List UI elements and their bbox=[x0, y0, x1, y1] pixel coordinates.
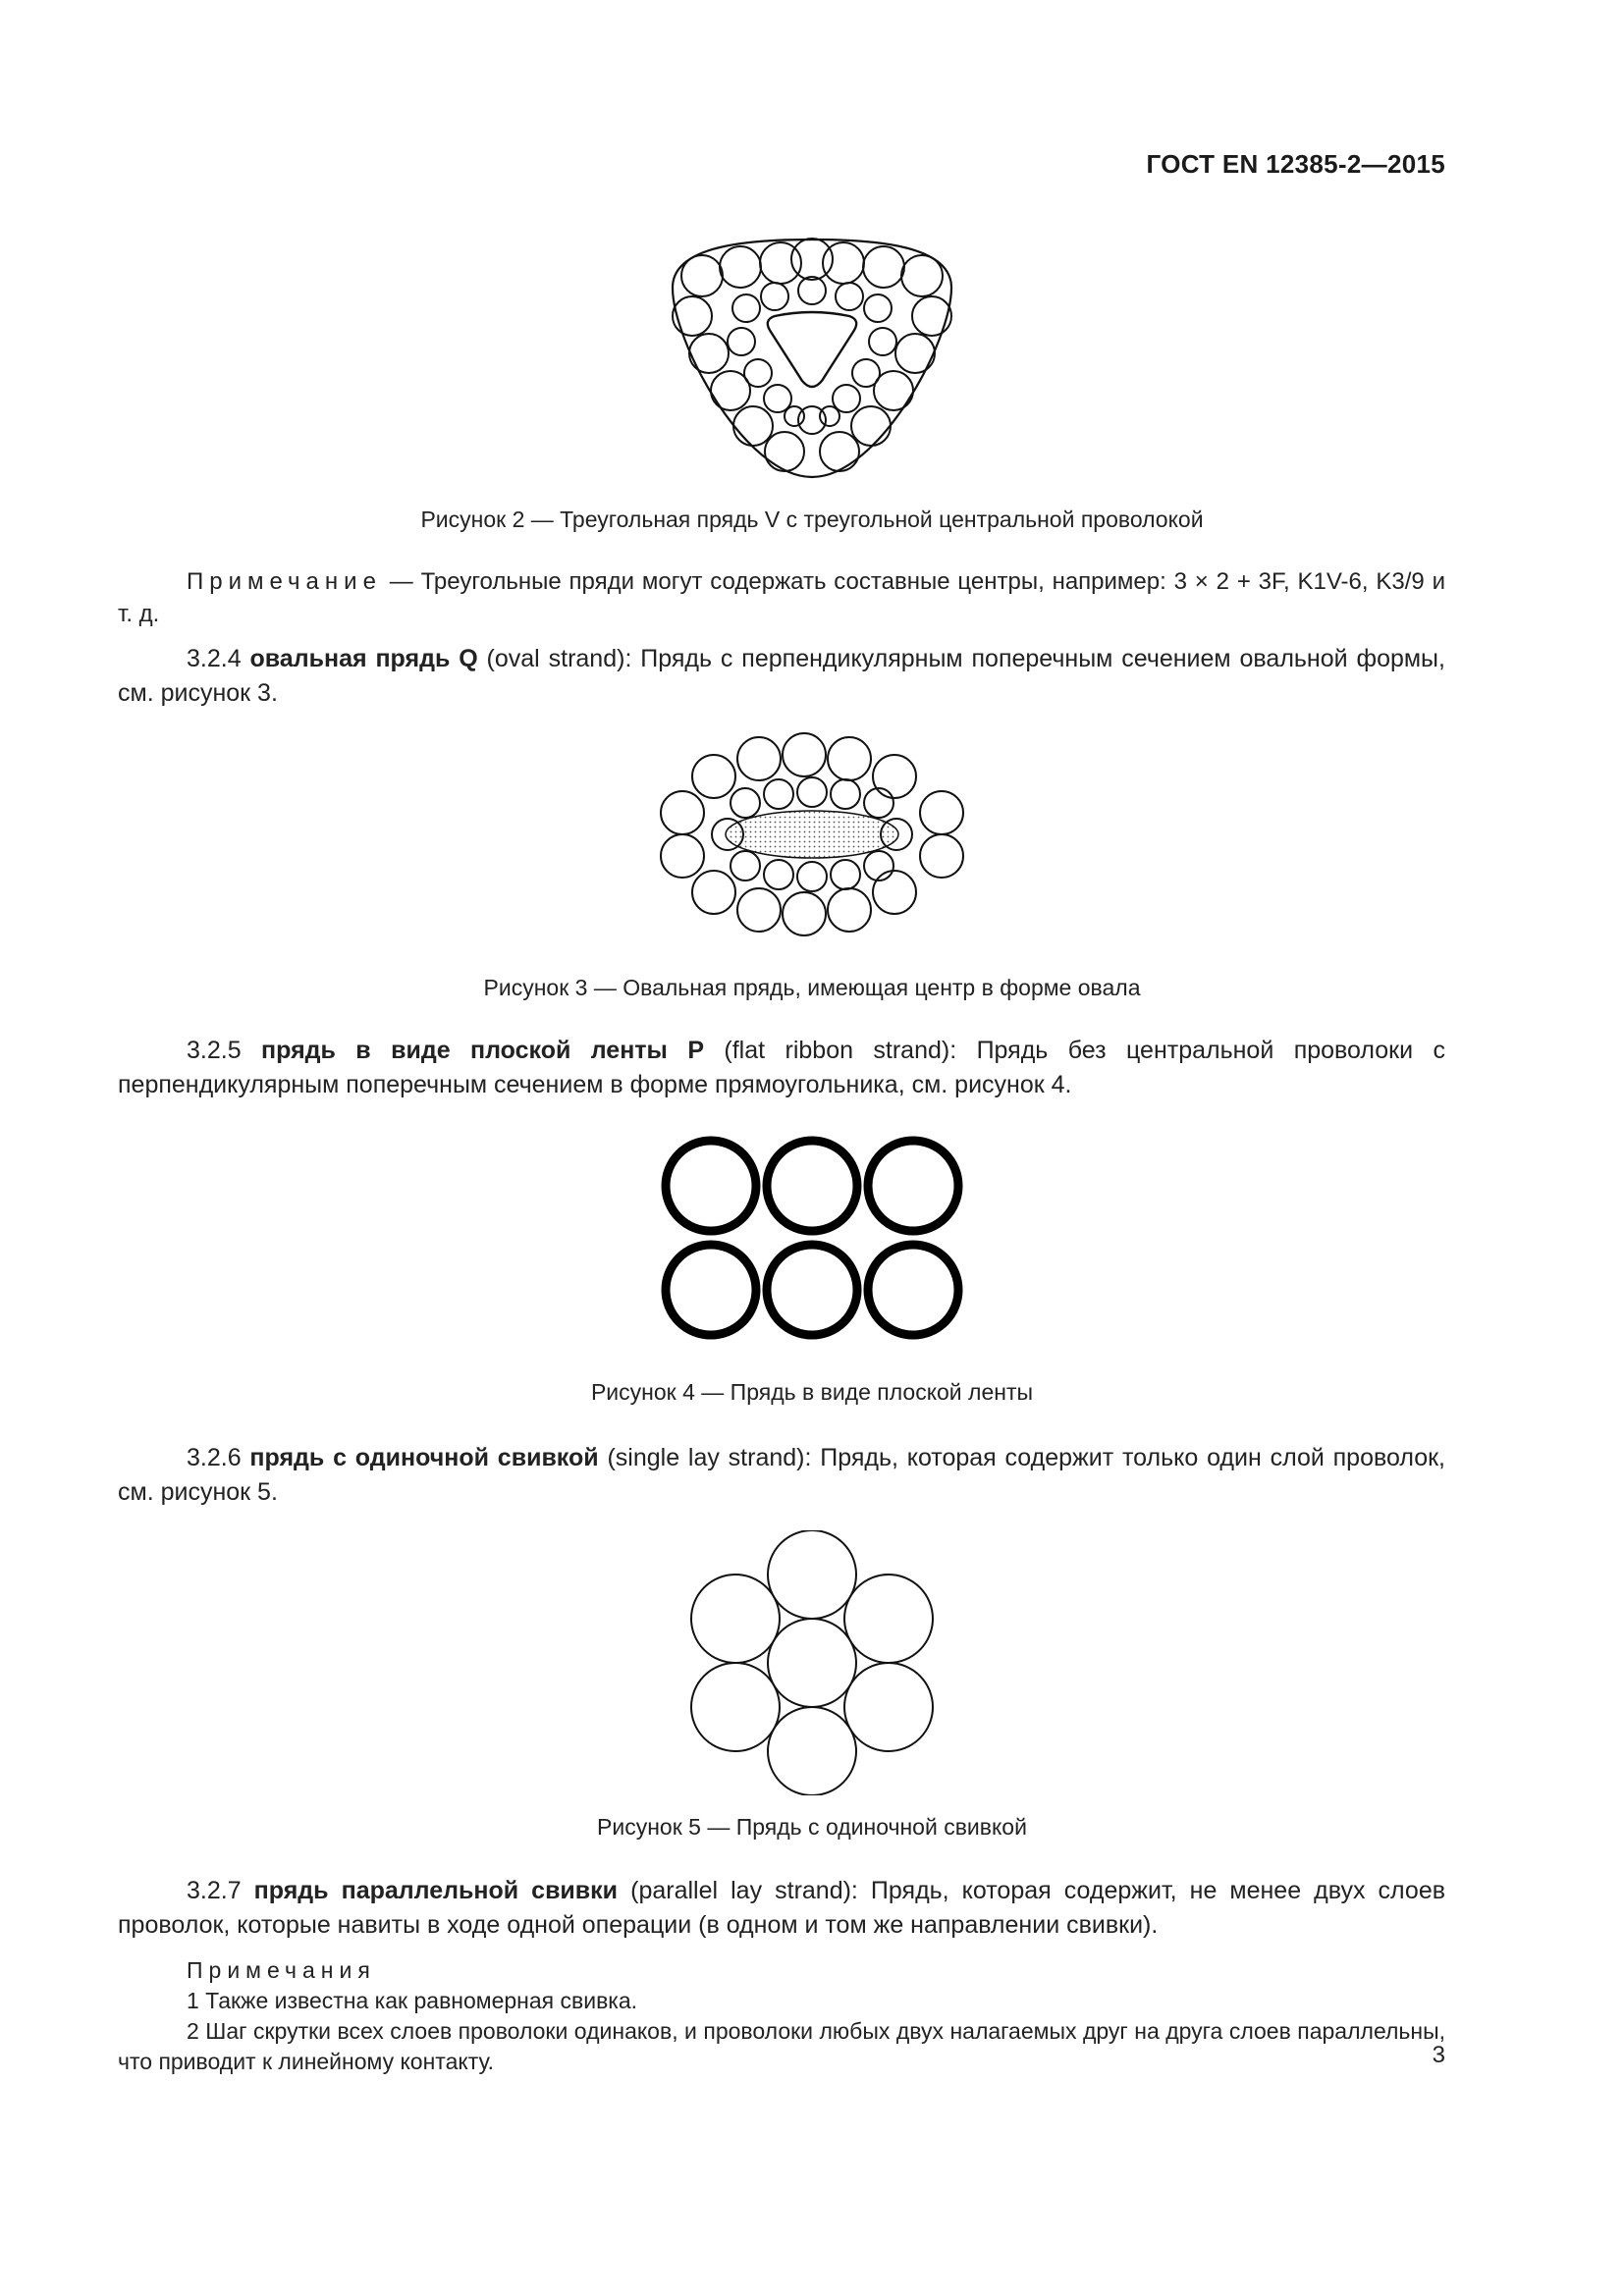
note-label: Примечание bbox=[187, 568, 382, 595]
term: прядь параллельной свивки bbox=[253, 1877, 619, 1904]
note-item: 1 Также известна как равномерная свивка. bbox=[187, 1988, 638, 2013]
flat-ribbon-strand-diagram bbox=[660, 1135, 964, 1341]
section-number: 3.2.7 bbox=[187, 1877, 254, 1904]
definition: (single lay strand): Прядь, которая содержит только один слой проволок, см. рисунок 5. bbox=[118, 1444, 1445, 1506]
definition: (oval strand): Прядь с перпендикулярным поперечным сечением овальной формы, см. рисунок 3. bbox=[118, 645, 1445, 707]
term: прядь с одиночной свивкой bbox=[249, 1444, 599, 1471]
figure-5-single-lay-strand bbox=[0, 1530, 1624, 1795]
notes-label: Примечания bbox=[187, 1957, 376, 1983]
note-text: — Треугольные пряди могут содержать составные центры, например: 3 × 2 + 3F, K1V-6, K3/9 и т. д. bbox=[118, 568, 1445, 627]
section-3-2-5 bbox=[118, 1034, 1445, 1102]
note-item: 2 Шаг скрутки всех слоев проволоки одинаков, и проволоки любых двух налагаемых друг на друга слоев параллельны, что приводит к линейному контакту. bbox=[118, 2018, 1445, 2074]
figure-4-flat-ribbon-strand bbox=[0, 1135, 1624, 1341]
term: прядь в виде плоской ленты P bbox=[261, 1037, 704, 1064]
definition: (flat ribbon strand): Прядь без центральной проволоки с перпендикулярным поперечным сечением в форме прямоугольника, см. рисунок 4. bbox=[118, 1037, 1445, 1098]
figure-5-caption: Рисунок 5 — Прядь с одиночной свивкой bbox=[597, 1814, 1027, 1840]
figure-3-caption: Рисунок 3 — Овальная прядь, имеющая центр в форме овала bbox=[483, 975, 1141, 1000]
definition: (parallel lay strand): Прядь, которая содержит, не менее двух слоев проволок, которые навиты в ходе одной операции (в одном и том же направлении свивки). bbox=[118, 1877, 1446, 1939]
section-number: 3.2.4 bbox=[187, 645, 250, 672]
figure-2-caption: Рисунок 2 — Треугольная прядь V с треугольной центральной проволокой bbox=[420, 507, 1204, 532]
section-3-2-7 bbox=[118, 1874, 1445, 1943]
term: овальная прядь Q bbox=[249, 645, 478, 672]
document-id: ГОСТ EN 12385-2—2015 bbox=[1146, 149, 1445, 179]
note-triangular bbox=[118, 565, 1445, 630]
figure-2-triangular-strand bbox=[0, 234, 1624, 483]
section-number: 3.2.5 bbox=[187, 1037, 262, 1064]
single-lay-strand-diagram bbox=[689, 1530, 935, 1795]
figure-3-oval-strand bbox=[0, 731, 1624, 937]
notes-parallel-lay bbox=[118, 1955, 1445, 2077]
page-number: 3 bbox=[1432, 2042, 1445, 2068]
triangular-strand-diagram bbox=[665, 234, 959, 483]
oval-strand-diagram bbox=[655, 731, 969, 937]
section-3-2-4 bbox=[118, 642, 1445, 711]
section-number: 3.2.6 bbox=[187, 1444, 250, 1471]
figure-4-caption: Рисунок 4 — Прядь в виде плоской ленты bbox=[590, 1379, 1034, 1405]
section-3-2-6 bbox=[118, 1441, 1445, 1510]
